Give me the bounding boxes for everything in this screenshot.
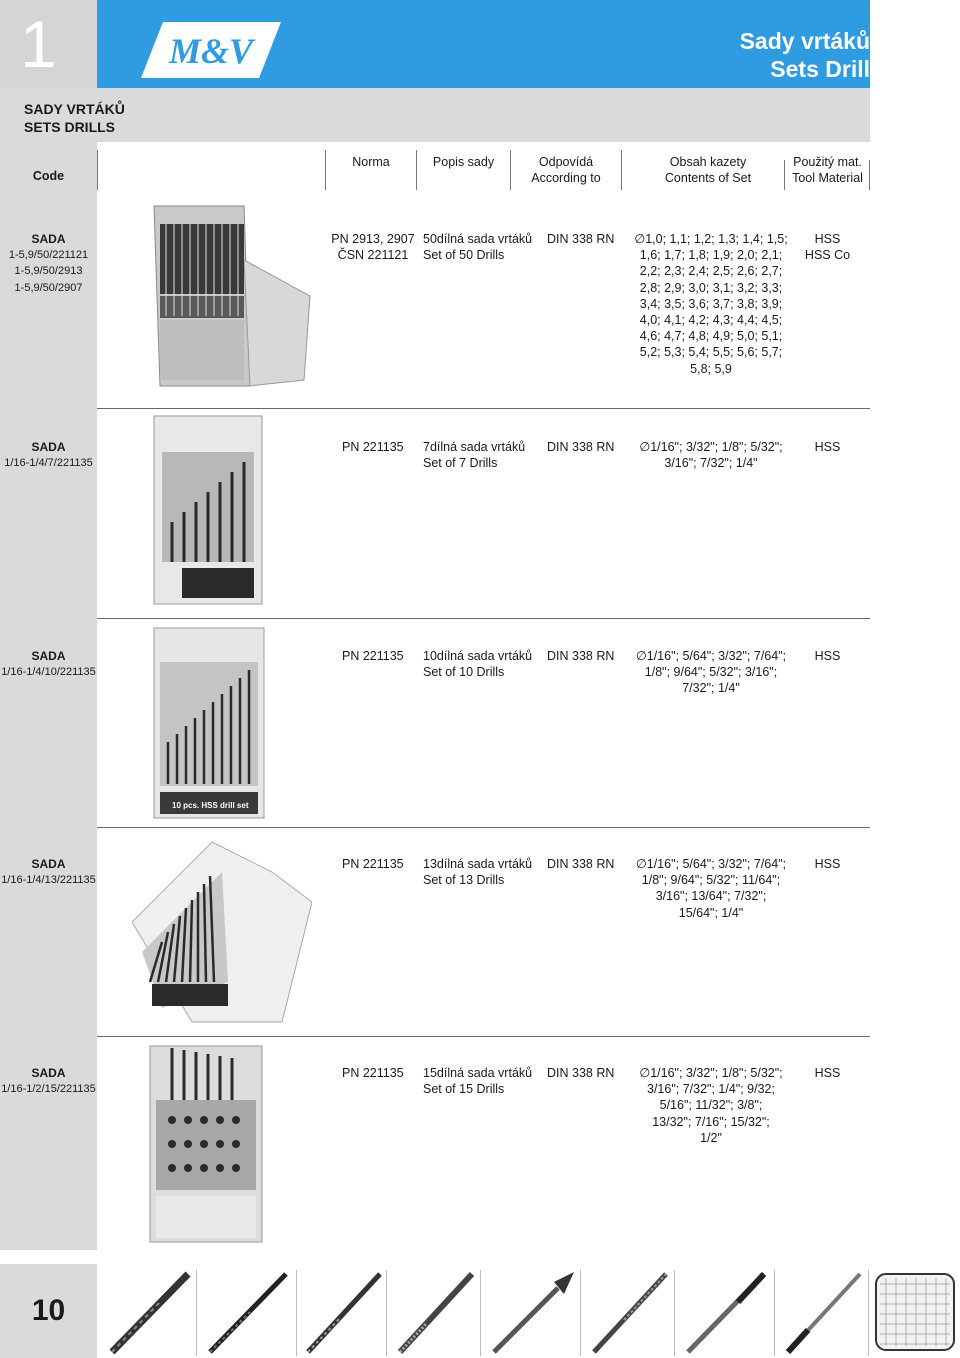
material-text: HSS [814, 857, 841, 871]
row-5-material [785, 1065, 870, 1081]
row-separator [97, 827, 870, 828]
popis-cz: 50dílná sada vrtáků [423, 232, 533, 246]
page-number: 10 [0, 1264, 97, 1358]
countersink-icon [484, 1268, 580, 1356]
contents-line: ∅1/16"; 5/64"; 3/32"; 7/64"; [635, 649, 787, 663]
taper-drill-icon [778, 1268, 868, 1356]
row-separator [97, 618, 870, 619]
row-2-according: DIN 338 RN [547, 440, 615, 454]
contents-line: 13/32"; 7/16"; 15/32"; [652, 1114, 770, 1129]
contents-line: 7/32"; 1/4" [682, 681, 740, 696]
row-1-norma [330, 231, 416, 263]
col-header-material-cz: Použitý mat. [793, 155, 862, 169]
material-text: HSS [814, 440, 841, 454]
contents-line: ∅1,0; 1,1; 1,2; 1,3; 1,4; 1,5; [634, 232, 788, 246]
tool-divider [386, 1270, 387, 1356]
tool-divider [480, 1270, 481, 1356]
row-4-material [785, 856, 870, 872]
tool-divider [868, 1270, 869, 1356]
norma-text: ČSN 221121 [337, 248, 409, 263]
product-code: 1-5,9/50/2913 [14, 265, 83, 278]
twist-drill-icon [100, 1268, 196, 1356]
row-3-code [0, 648, 97, 680]
end-mill-icon [678, 1268, 774, 1356]
popis-en: Set of 15 Drills [423, 1082, 505, 1097]
drill-set-10-photo [132, 622, 312, 820]
col-header-material [785, 154, 870, 206]
row-4-according: DIN 338 RN [547, 857, 615, 871]
product-code: 1-5,9/50/221121 [8, 249, 89, 262]
brand-logo [141, 22, 281, 78]
header-bar [97, 0, 870, 88]
product-code: 1/16-1/4/7/221135 [4, 457, 93, 470]
row-5-code [0, 1065, 97, 1097]
tool-divider [774, 1270, 775, 1356]
col-header-odpovida-cz: Odpovídá [538, 155, 594, 169]
col-header-obsah-en: Contents of Set [664, 171, 752, 185]
material-text: HSS Co [804, 248, 851, 263]
row-2-popis [423, 439, 525, 471]
col-header-odpovida-en: According to [531, 171, 601, 185]
col-header-material-en: Tool Material [792, 171, 863, 185]
product-code: 1/16-1/4/10/221135 [1, 666, 96, 679]
row-3-material [785, 648, 870, 664]
grid-plate-icon [872, 1268, 958, 1356]
row-separator [97, 1036, 870, 1037]
col-divider [97, 150, 98, 190]
contents-line: 5,2; 5,3; 5,4; 5,5; 5,6; 5,7; [639, 345, 783, 360]
product-code: 1/16-1/4/13/221135 [1, 874, 96, 887]
contents-line: 3/16"; 13/64"; 7/32"; [655, 889, 767, 904]
row-3-norma: PN 221135 [342, 649, 404, 663]
tool-divider [196, 1270, 197, 1356]
contents-line: 4,0; 4,1; 4,2; 4,3; 4,4; 4,5; [639, 313, 783, 328]
row-5-popis [423, 1065, 532, 1097]
tool-divider [580, 1270, 581, 1356]
col-header-popis: Popis sady [432, 155, 495, 169]
tap-tool-icon [390, 1268, 480, 1356]
auger-drill-icon [200, 1268, 296, 1356]
row-2-contents [626, 439, 796, 471]
sada-label: SADA [31, 857, 66, 871]
section-header [0, 88, 870, 142]
row-1-according: DIN 338 RN [547, 232, 615, 246]
contents-line: 1/8"; 9/64"; 5/32"; 11/64"; [641, 873, 781, 888]
material-text: HSS [814, 232, 841, 246]
popis-en: Set of 13 Drills [423, 873, 505, 888]
row-5-norma: PN 221135 [342, 1066, 404, 1080]
contents-line: ∅1/16"; 5/64"; 3/32"; 7/64"; [635, 857, 787, 871]
material-text: HSS [814, 649, 841, 663]
material-text: HSS [814, 1066, 841, 1080]
row-4-norma: PN 221135 [342, 857, 404, 871]
section-title-en: SETS DRILLS [24, 119, 116, 135]
chapter-number: 1 [0, 0, 97, 88]
contents-line: ∅1/16"; 3/32"; 1/8"; 5/32"; [639, 1066, 783, 1080]
popis-cz: 15dílná sada vrtáků [423, 1066, 533, 1080]
contents-line: 3/16"; 7/32"; 1/4"; 9/32; [647, 1082, 775, 1097]
contents-line: 5/16"; 11/32"; 3/8"; [659, 1098, 763, 1113]
col-header-obsah-cz: Obsah kazety [669, 155, 747, 169]
row-3-contents [626, 648, 796, 697]
popis-en: Set of 50 Drills [423, 248, 505, 263]
col-header-obsah [622, 154, 794, 206]
row-1-contents [626, 231, 796, 377]
row-2-material [785, 439, 870, 455]
popis-en: Set of 7 Drills [423, 456, 498, 471]
col-header-norma: Norma [352, 155, 390, 169]
row-5-contents [626, 1065, 796, 1146]
row-5-according: DIN 338 RN [547, 1066, 615, 1080]
col-header-code: Code [32, 169, 65, 183]
brand-logo-text: M&V [168, 31, 254, 71]
row-4-code [0, 856, 97, 888]
contents-line: 1/2" [700, 1130, 722, 1145]
contents-line: 15/64"; 1/4" [678, 905, 744, 920]
popis-cz: 10dílná sada vrtáků [423, 649, 533, 663]
row-4-popis [423, 856, 532, 888]
row-4-contents [626, 856, 796, 921]
contents-line: 1/8"; 9/64"; 5/32"; 3/16"; [644, 665, 778, 680]
contents-line: 2,8; 2,9; 3,0; 3,1; 3,2; 3,3; [639, 280, 783, 295]
norma-text: PN 2913, 2907 [331, 232, 415, 246]
masonry-drill-icon [300, 1268, 386, 1356]
page-title-cz: Sady vrtáků [739, 28, 870, 54]
row-3-according: DIN 338 RN [547, 649, 615, 663]
contents-line: 3/16"; 7/32"; 1/4" [664, 456, 758, 471]
tool-divider [674, 1270, 675, 1356]
page-title-en: Sets Drill [770, 56, 870, 82]
drill-set-10-box-text: 10 pcs. HSS drill set [172, 801, 249, 810]
contents-line: 4,6; 4,7; 4,8; 4,9; 5,0; 5,1; [639, 329, 783, 344]
row-1-code [0, 231, 97, 296]
popis-cz: 7dílná sada vrtáků [423, 440, 526, 454]
product-code: 1/16-1/2/15/221135 [1, 1083, 96, 1096]
tool-divider [296, 1270, 297, 1356]
contents-line: ∅1/16"; 3/32"; 1/8"; 5/32"; [639, 440, 783, 454]
row-3-popis [423, 648, 532, 680]
col-divider [869, 160, 870, 190]
contents-line: 3,4; 3,5; 3,6; 3,7; 3,8; 3,9; [639, 296, 783, 311]
row-1-material [785, 231, 870, 263]
drill-set-15-photo [132, 1040, 312, 1246]
drill-set-13-photo [132, 832, 312, 1030]
sada-label: SADA [31, 1066, 66, 1080]
drill-set-7-photo [132, 412, 312, 606]
sada-label: SADA [31, 232, 66, 246]
popis-en: Set of 10 Drills [423, 665, 505, 680]
row-separator [97, 408, 870, 409]
product-code: 1-5,9/50/2907 [14, 281, 83, 294]
sada-label: SADA [31, 649, 66, 663]
row-1-popis [423, 231, 532, 263]
popis-cz: 13dílná sada vrtáků [423, 857, 533, 871]
drill-set-50-photo [132, 200, 312, 388]
sada-label: SADA [31, 440, 66, 454]
section-title-cz: SADY VRTÁKŮ [24, 101, 125, 117]
row-2-norma: PN 221135 [342, 440, 404, 454]
contents-line: 2,2; 2,3; 2,4; 2,5; 2,6; 2,7; [639, 264, 783, 279]
col-header-odpovida [511, 154, 621, 206]
contents-line: 1,6; 1,7; 1,8; 1,9; 2,0; 2,1; [639, 248, 783, 263]
contents-line: 5,8; 5,9 [690, 361, 732, 376]
reamer-icon [584, 1268, 674, 1356]
row-2-code [0, 439, 97, 471]
